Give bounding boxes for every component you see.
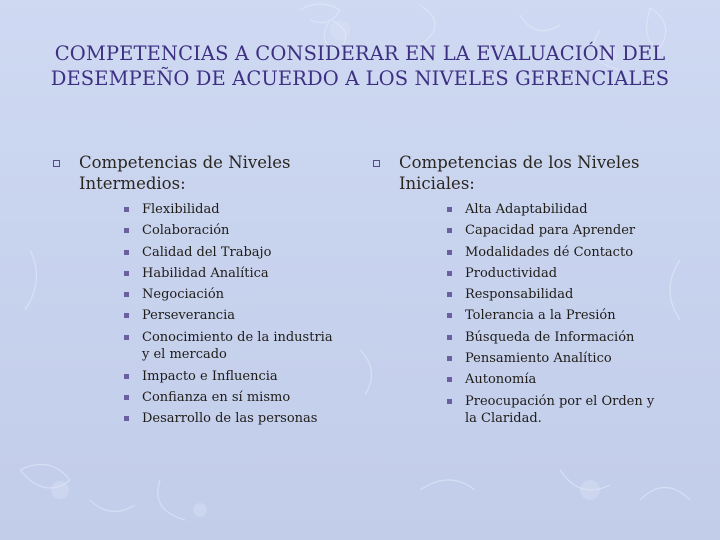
filled-square-icon: [447, 207, 452, 212]
filled-square-icon: [124, 292, 129, 297]
list-item-text: Responsabilidad: [465, 287, 574, 303]
list-item: [122, 263, 333, 284]
filled-square-icon: [124, 228, 129, 233]
list-item-text: Autonomía: [465, 372, 537, 388]
filled-square-icon: [124, 395, 129, 400]
list-item-text: Conocimiento de la industria: [142, 329, 333, 345]
right-column: [372, 152, 672, 427]
list-item-text-continued: y el mercado: [142, 347, 227, 363]
list-item: [445, 348, 654, 369]
list-item-text: Búsqueda de Información: [465, 329, 635, 345]
list-item-text: Preocupación por el Orden y: [465, 393, 655, 409]
list-item: [445, 391, 654, 430]
right-heading: [372, 152, 672, 194]
list-item: [445, 369, 654, 390]
filled-square-icon: [447, 335, 452, 340]
filled-square-icon: [124, 374, 129, 379]
list-item-text: Calidad del Trabajo: [142, 244, 272, 260]
list-item-text: Alta Adaptabilidad: [465, 202, 588, 217]
list-item: [122, 220, 333, 241]
list-item-text: Flexibilidad: [142, 202, 220, 217]
list-item: [445, 199, 654, 220]
list-item-text: Pensamiento Analítico: [465, 351, 612, 367]
hollow-square-icon: [53, 160, 60, 167]
list-item: [122, 305, 333, 326]
list-item: [122, 284, 333, 305]
list-item-text: Productividad: [465, 265, 558, 281]
list-item-text: Impacto e Influencia: [142, 368, 278, 384]
filled-square-icon: [447, 377, 452, 382]
filled-square-icon: [447, 250, 452, 255]
right-item-list: [445, 199, 654, 430]
filled-square-icon: [447, 313, 452, 318]
list-item: [122, 327, 333, 366]
list-item-text: Perseverancia: [142, 308, 235, 324]
list-item: [445, 305, 654, 326]
filled-square-icon: [447, 399, 452, 404]
list-item-text: Colaboración: [142, 223, 230, 239]
list-item-text: Tolerancia a la Presión: [465, 308, 616, 324]
list-item: [445, 220, 654, 241]
left-heading: [52, 152, 352, 194]
list-item-text: Habilidad Analítica: [142, 265, 269, 281]
list-item-text: Desarrollo de las personas: [142, 411, 318, 427]
list-item: [445, 242, 654, 263]
left-heading-line-1: Competencias de Niveles: [79, 153, 291, 172]
filled-square-icon: [447, 292, 452, 297]
slide-title: [20, 41, 700, 91]
list-item-text: Capacidad para Aprender: [465, 223, 636, 239]
list-item: [445, 284, 654, 305]
filled-square-icon: [447, 356, 452, 361]
right-heading-line-2: Iniciales:: [399, 174, 475, 193]
hollow-square-icon: [373, 160, 380, 167]
filled-square-icon: [447, 228, 452, 233]
left-heading-line-2: Intermedios:: [79, 174, 186, 193]
list-item-text: Confianza en sí mismo: [142, 390, 291, 406]
list-item: [122, 199, 333, 220]
filled-square-icon: [124, 416, 129, 421]
filled-square-icon: [124, 207, 129, 212]
list-item: [122, 387, 333, 408]
left-item-list: [122, 199, 333, 430]
list-item-text: Negociación: [142, 287, 225, 303]
filled-square-icon: [124, 271, 129, 276]
slide-title-line-2: DESEMPEÑO DE ACUERDO A LOS NIVELES GERENCIALES: [50, 67, 670, 90]
list-item: [445, 327, 654, 348]
list-item: [122, 366, 333, 387]
list-item: [122, 408, 333, 429]
filled-square-icon: [124, 313, 129, 318]
filled-square-icon: [124, 335, 129, 340]
list-item-text-continued: la Claridad.: [465, 411, 542, 427]
list-item: [445, 263, 654, 284]
list-item-text: Modalidades dé Contacto: [465, 244, 634, 260]
filled-square-icon: [447, 271, 452, 276]
right-heading-line-1: Competencias de los Niveles: [399, 153, 640, 172]
slide-title-line-1: COMPETENCIAS A CONSIDERAR EN LA EVALUACIÓN DEL: [54, 42, 666, 65]
left-column: [52, 152, 352, 427]
list-item: [122, 242, 333, 263]
filled-square-icon: [124, 250, 129, 255]
